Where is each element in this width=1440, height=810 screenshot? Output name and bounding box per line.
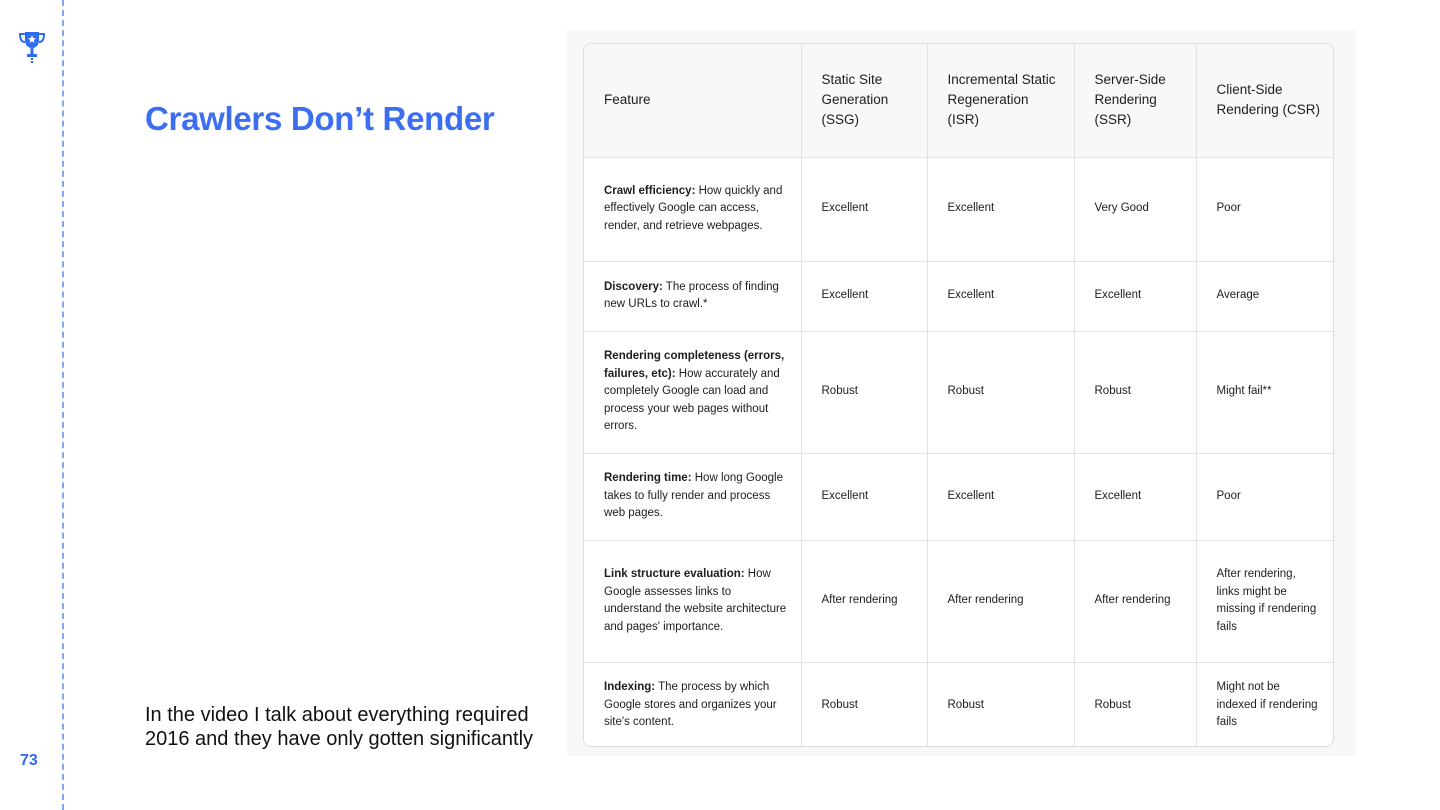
feature-description: The process by which Google stores and organizes your site's content.: [604, 681, 777, 728]
table-row-indexing: [584, 662, 1334, 747]
cell-ssr: Robust: [1074, 662, 1196, 747]
feature-name: Rendering time:: [604, 472, 692, 485]
feature-cell: [584, 540, 801, 662]
cell-ssr: Excellent: [1074, 261, 1196, 331]
slide-rail-divider: [62, 0, 64, 810]
feature-name: Rendering completeness (errors, failures, etc):: [604, 350, 785, 380]
cell-csr: Might fail**: [1196, 331, 1334, 453]
cell-ssg: Excellent: [801, 157, 927, 261]
cell-ssr: Robust: [1074, 331, 1196, 453]
cell-isr: Robust: [927, 662, 1074, 747]
cell-ssg: Robust: [801, 331, 927, 453]
cell-ssg: After rendering: [801, 540, 927, 662]
feature-name: Crawl efficiency:: [604, 184, 696, 197]
feature-cell: [584, 261, 801, 331]
table-row-crawl-efficiency: [584, 157, 1334, 261]
cell-csr: Poor: [1196, 157, 1334, 261]
cell-csr: Might not be indexed if rendering fails: [1216, 681, 1318, 728]
column-header-ssg: Static Site Generation (SSG): [801, 44, 927, 157]
cell-ssr: Very Good: [1074, 157, 1196, 261]
body-text-line-2: 2016 and they have only gotten significantly: [145, 728, 534, 750]
cell-isr: After rendering: [927, 540, 1074, 662]
rendering-comparison-table: [583, 43, 1334, 747]
table-header-row: [584, 44, 1334, 157]
cell-ssg: Excellent: [801, 261, 927, 331]
cell-isr: Robust: [927, 331, 1074, 453]
feature-description: How quickly and effectively Google can access, render, and retrieve webpages.: [604, 184, 783, 232]
cell-isr: Excellent: [927, 453, 1074, 540]
cell-ssg: Excellent: [801, 453, 927, 540]
table-row-link-structure: [584, 540, 1334, 662]
body-text-line-1: In the video I talk about everything required: [145, 704, 529, 726]
cell-isr: Excellent: [927, 157, 1074, 261]
page-number: 73: [20, 752, 38, 769]
feature-description: The process of finding new URLs to crawl.*: [604, 280, 779, 310]
cell-isr: Excellent: [927, 261, 1074, 331]
cell-ssr: After rendering: [1074, 540, 1196, 662]
feature-description: How long Google takes to fully render and process web pages.: [604, 472, 783, 520]
feature-cell: [584, 662, 801, 747]
feature-name: Link structure evaluation:: [604, 568, 745, 580]
feature-name: Indexing:: [604, 681, 656, 693]
feature-name: Discovery:: [604, 280, 663, 293]
body-text: [145, 703, 575, 751]
table-row-discovery: [584, 261, 1334, 331]
column-header-feature: Feature: [584, 44, 801, 157]
feature-description: How accurately and completely Google can load and process your web pages without errors.: [604, 367, 780, 433]
table-row-rendering-completeness: [584, 331, 1334, 453]
column-header-csr: Client-Side Rendering (CSR): [1196, 44, 1334, 157]
column-header-ssr: Server-Side Rendering (SSR): [1074, 44, 1196, 157]
feature-description: How Google assesses links to understand the website architecture and pages' importance.: [604, 568, 787, 633]
cell-ssg: Robust: [801, 662, 927, 747]
feature-cell: [584, 157, 801, 261]
cell-csr: Average: [1196, 261, 1334, 331]
feature-cell: [584, 453, 801, 540]
column-header-isr: Incremental Static Regeneration (ISR): [927, 44, 1074, 157]
cell-ssr: Excellent: [1074, 453, 1196, 540]
cell-csr: After rendering, links might be missing if rendering fails: [1196, 540, 1334, 662]
cell-csr: Poor: [1196, 453, 1334, 540]
feature-cell: [584, 331, 801, 453]
trophy-icon: [18, 30, 46, 64]
table-row-rendering-time: [584, 453, 1334, 540]
slide-title: Crawlers Don’t Render: [145, 100, 495, 137]
